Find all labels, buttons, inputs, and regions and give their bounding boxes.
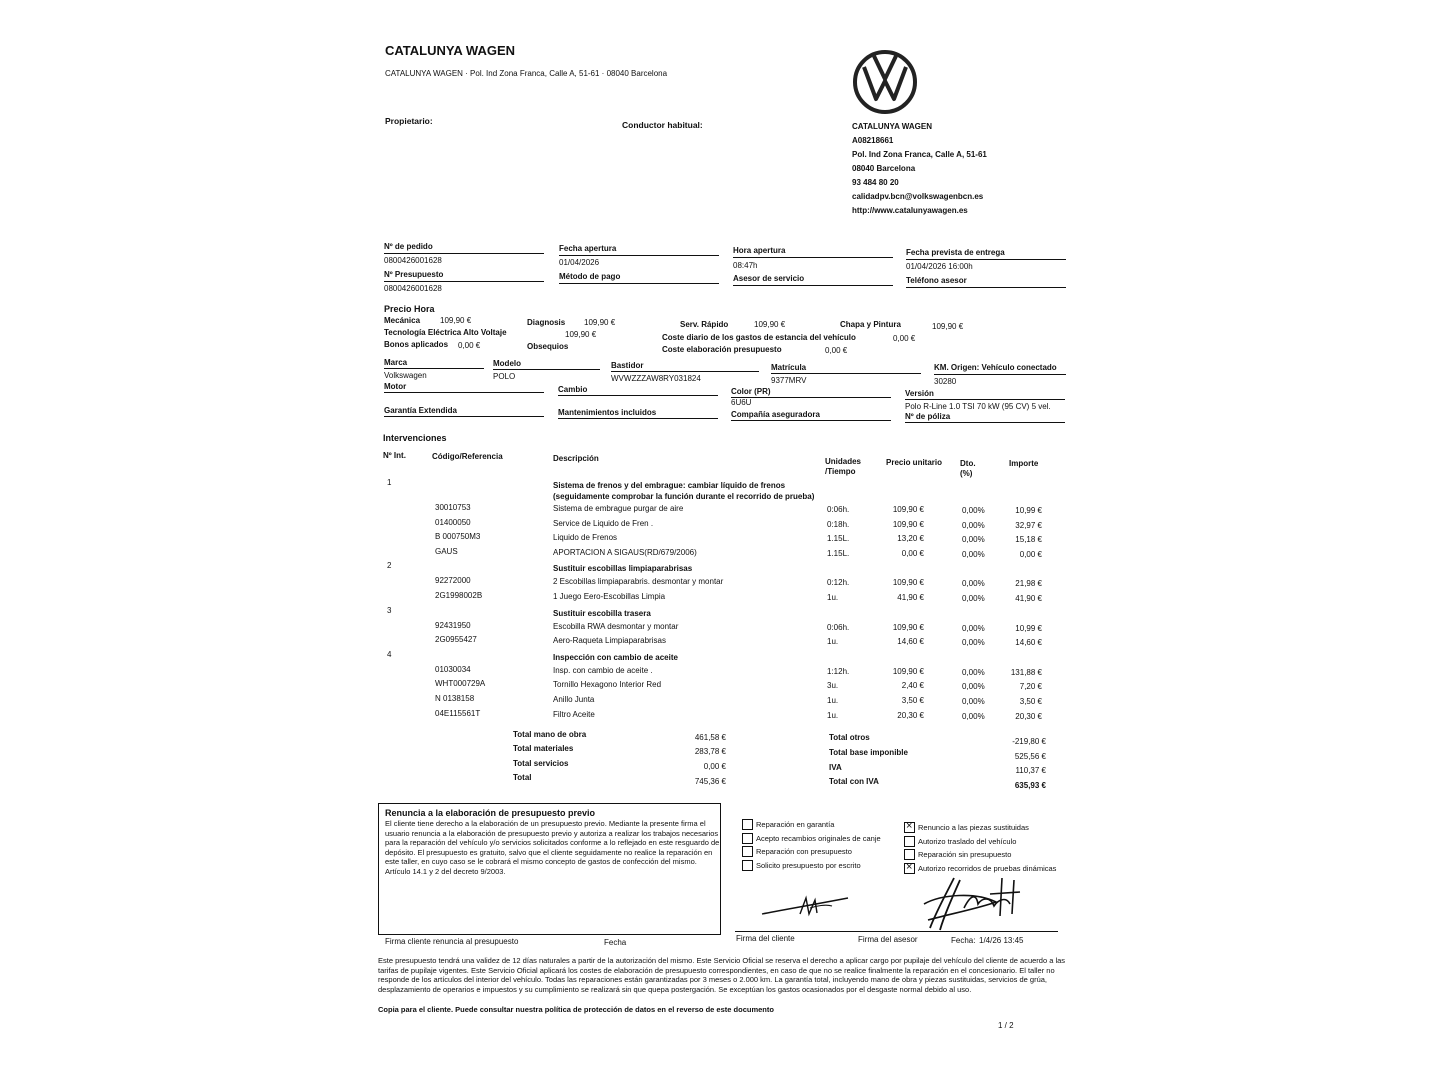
tec-label: Tecnología Eléctrica Alto Voltaje: [384, 328, 507, 337]
item-discount: 0,00%: [962, 535, 985, 545]
item-unit-price: 109,90 €: [892, 578, 924, 588]
footer-line: tarifas de pupilaje vigentes. Este Servicio Oficial aplicará los costes de elaboración de presupuesto correspondientes, en caso de que no se realice finalmente la reparación en el concesionario. El taller no: [378, 965, 1055, 975]
item-description: Aero-Raqueta Limpiaparabrisas: [553, 636, 666, 646]
footer-line: Este presupuesto tendrá una validez de 12 días naturales a partir de la autorización del mismo. Este Servicio Oficial se reserva el derecho a aplicar cargo por pupilaje del vehículo del cliente de acuerdo a las: [378, 956, 1066, 965]
total: 745,36 €: [694, 777, 726, 786]
open-time-label: Hora apertura: [733, 246, 786, 255]
item-code: GAUS: [435, 546, 458, 556]
intervention-number: 3: [387, 605, 392, 615]
renuncia-date-label: Fecha: [604, 938, 627, 947]
item-discount: 0,00%: [962, 623, 985, 633]
km-label: KM. Origen: Vehículo conectado: [934, 363, 1057, 372]
item-discount: 0,00%: [962, 506, 985, 515]
dealer-name: CATALUNYA WAGEN: [852, 122, 932, 131]
item-code: WHT000729A: [435, 679, 486, 689]
garantia-label: Garantía Extendida: [384, 406, 457, 415]
renuncia-sign-label: Firma cliente renuncia al presupuesto: [385, 937, 519, 946]
item-units: 1u.: [827, 710, 839, 720]
advisor-sign-label: Firma del asesor: [858, 935, 918, 944]
client-signature: [760, 890, 852, 922]
item-amount: 21,98 €: [1015, 579, 1042, 589]
company-title: CATALUNYA WAGEN: [385, 43, 515, 58]
coste-elab-label: Coste elaboración presupuesto: [662, 345, 782, 354]
total-base-label: Total base imponible: [829, 748, 908, 757]
driver-label: Conductor habitual:: [622, 120, 703, 130]
total-servicios-label: Total servicios: [513, 759, 569, 768]
col-price: Precio unitario: [886, 458, 943, 467]
km: 30280: [934, 377, 957, 386]
renuncia-line: este taller, en cuyo caso se le cobrará el mismo concepto de gastos de confección del mismo.: [385, 857, 697, 866]
item-unit-price: 41,90 €: [897, 593, 924, 602]
checkbox-label: Reparación sin presupuesto: [918, 850, 1012, 860]
checkbox[interactable]: [742, 846, 753, 857]
item-code: N 0138158: [435, 694, 475, 703]
item-units: 1.15L.: [827, 548, 850, 558]
modelo-label: Modelo: [493, 359, 521, 368]
client-sign-label: Firma del cliente: [736, 934, 795, 943]
item-discount: 0,00%: [962, 594, 985, 603]
item-description: Liquido de Frenos: [553, 533, 618, 543]
sign-date-label: Fecha:: [951, 936, 976, 945]
marca: Volkswagen: [384, 371, 427, 380]
renuncia-line: para la reparación del vehículo y/o servicios solicitados conforme a lo reflejado en este resguardo de: [385, 838, 720, 847]
item-discount: 0,00%: [962, 549, 985, 559]
renuncia-line: El cliente tiene derecho a la elaboración de un presupuesto previo. Mediante la presente firma el: [385, 819, 706, 828]
dealer-web: http://www.catalunyawagen.es: [852, 206, 968, 215]
iva: 110,37 €: [1015, 766, 1046, 775]
item-code: 2G0955427: [435, 635, 477, 645]
rates-title: Precio Hora: [384, 304, 435, 314]
item-description: APORTACION A SIGAUS(RD/679/2006): [553, 547, 697, 557]
item-units: 1u.: [827, 696, 839, 705]
item-unit-price: 109,90 €: [892, 519, 924, 529]
checkbox[interactable]: [904, 836, 915, 847]
col-code: Código/Referencia: [432, 452, 503, 461]
item-discount: 0,00%: [962, 667, 985, 677]
item-amount: 0,00 €: [1019, 549, 1042, 559]
item-units: 3u.: [827, 681, 839, 691]
item-discount: 0,00%: [962, 579, 985, 589]
total-base: 525,56 €: [1014, 752, 1046, 761]
item-units: 0:06h.: [827, 622, 850, 632]
item-amount: 10,99 €: [1015, 506, 1042, 515]
serv-rapido-label: Serv. Rápido: [680, 320, 729, 329]
vw-logo: [852, 49, 918, 115]
dealer-email: calidadpv.bcn@volkswagenbcn.es: [852, 192, 984, 201]
diagnosis-label: Diagnosis: [527, 318, 566, 327]
item-unit-price: 20,30 €: [897, 710, 924, 720]
item-discount: 0,00%: [962, 520, 985, 530]
total-materiales-label: Total materiales: [513, 744, 574, 753]
item-discount: 0,00%: [962, 711, 985, 721]
advisor-signature: [920, 874, 1025, 932]
item-units: 0:18h.: [827, 519, 850, 529]
coste-elab: 0,00 €: [825, 346, 848, 355]
checkbox[interactable]: [742, 833, 753, 844]
checkbox-label: Autorizo recorridos de pruebas dinámicas: [918, 864, 1057, 874]
sign-date: 1/4/26 13:45: [979, 936, 1024, 945]
chapa-label: Chapa y Pintura: [840, 320, 901, 329]
item-units: 1u.: [827, 593, 839, 602]
item-code: 92272000: [435, 576, 471, 586]
bonos: 0,00 €: [458, 341, 481, 350]
item-description: Filtro Aceite: [553, 709, 595, 719]
item-description: Anillo Junta: [553, 695, 595, 704]
checkbox[interactable]: [742, 860, 753, 871]
matricula-label: Matrícula: [771, 363, 807, 372]
item-description: 1 Juego Eero-Escobillas Limpia: [553, 592, 666, 601]
mantenimientos-label: Mantenimientos incluidos: [558, 408, 657, 417]
item-description: Escobilla RWA desmontar y montar: [553, 621, 679, 631]
intervention-title: Sustituir escobillas limpiaparabrisas: [553, 564, 693, 574]
renuncia-title: Renuncia a la elaboración de presupuesto previo: [385, 808, 596, 818]
item-code: 2G1998002B: [435, 591, 483, 600]
checkbox-label: Reparación en garantía: [756, 820, 835, 829]
intervention-title-2: (seguidamente comprobar la función durante el recorrido de prueba): [553, 492, 815, 501]
checkbox[interactable]: [904, 863, 915, 874]
item-code: 92431950: [435, 620, 471, 630]
item-unit-price: 3,50 €: [901, 696, 924, 705]
version-label: Versión: [905, 389, 934, 398]
item-amount: 32,97 €: [1015, 520, 1042, 530]
col-units: Unidades: [825, 457, 862, 466]
copy-note: Copia para el cliente. Puede consultar nuestra política de protección de datos en el reverso de este documento: [378, 1005, 774, 1014]
color: 6U6U: [731, 398, 752, 407]
intervention-number: 2: [387, 561, 392, 571]
obsequios-label: Obsequios: [527, 342, 569, 351]
total-con-iva: 635,93 €: [1014, 781, 1046, 790]
total-servicios: 0,00 €: [703, 762, 726, 771]
total-otros: -219,80 €: [1012, 737, 1046, 746]
item-unit-price: 0,00 €: [901, 548, 924, 558]
order-no: 0800426001628: [384, 256, 442, 265]
marca-label: Marca: [384, 358, 408, 367]
diagnosis-rate: 109,90 €: [584, 318, 616, 327]
open-date: 01/04/2026: [559, 258, 600, 267]
item-amount: 15,18 €: [1015, 535, 1042, 545]
company-address: CATALUNYA WAGEN · Pol. Ind Zona Franca, Calle A, 51-61 · 08040 Barcelona: [385, 69, 668, 78]
checkbox-label: Acepto recambios originales de canje: [756, 833, 881, 843]
dealer-city: 08040 Barcelona: [852, 164, 916, 173]
intervention-number: 1: [387, 478, 392, 487]
total-mano-obra: 461,58 €: [694, 733, 726, 742]
checkbox-label: Autorizo traslado del vehículo: [918, 836, 1017, 846]
checkbox-label: Reparación con presupuesto: [756, 847, 852, 857]
col-units-2: /Tiempo: [825, 467, 856, 476]
interventions-title: Intervenciones: [383, 433, 447, 443]
item-amount: 41,90 €: [1015, 594, 1042, 603]
advisor-label: Asesor de servicio: [733, 274, 805, 283]
col-num: Nº Int.: [383, 451, 406, 460]
coste-diario-label: Coste diario de los gastos de estancia del vehículo: [662, 333, 856, 342]
item-description: Sistema de embrague purgar de aire: [553, 504, 684, 513]
payment-label: Método de pago: [559, 272, 621, 281]
item-unit-price: 109,90 €: [892, 622, 924, 632]
serv-rapido-rate: 109,90 €: [754, 320, 786, 329]
item-code: 04E115561T: [435, 708, 481, 718]
checkbox-label: Renuncio a las piezas sustituidas: [918, 823, 1029, 832]
col-desc: Descripción: [553, 454, 599, 463]
renuncia-line: depósito. El presupuesto es gratuito, salvo que el cliente seguidamente no realice la reparación en: [385, 847, 713, 857]
footer-line: responde de los artículos del interior del vehículo. Todas las reparaciones están garantizadas por 3 meses o 2.000 km. La garantía total, incluyendo mano de obra y piezas sustituidas, servicios de grúa,: [378, 975, 1047, 984]
total-materiales: 283,78 €: [694, 747, 726, 756]
checkbox-label: Solicito presupuesto por escrito: [756, 861, 861, 871]
delivery: 01/04/2026 16:00h: [906, 262, 973, 271]
item-code: 01030034: [435, 664, 471, 674]
mecanica-label: Mecánica: [384, 316, 421, 325]
col-dto: Dto.: [960, 459, 976, 468]
item-discount: 0,00%: [962, 638, 985, 648]
dealer-cif: A08218661: [852, 136, 894, 145]
mecanica-rate: 109,90 €: [440, 316, 472, 325]
renuncia-line: Artículo 14.1 y 2 del decreto 9/2003.: [385, 866, 506, 876]
open-time: 08:47h: [733, 261, 758, 270]
item-units: 1.15L.: [827, 534, 850, 544]
quote-no-label: Nº Presupuesto: [384, 270, 444, 279]
intervention-title: Sistema de frenos y del embrague: cambiar líquido de frenos: [553, 481, 786, 490]
intervention-title: Inspección con cambio de aceite: [553, 652, 678, 662]
dealer-street: Pol. Ind Zona Franca, Calle A, 51-61: [852, 150, 987, 159]
col-dto-2: (%): [960, 469, 973, 478]
chapa-rate: 109,90 €: [932, 322, 964, 331]
advisor-phone-label: Teléfono asesor: [906, 276, 967, 285]
compania-label: Compañía aseguradora: [731, 410, 820, 419]
item-amount: 3,50 €: [1019, 697, 1042, 706]
tec-rate: 109,90 €: [565, 330, 597, 339]
footer-terms: [378, 956, 1065, 994]
item-amount: 10,99 €: [1015, 623, 1042, 633]
order-no-label: Nº de pedido: [384, 242, 433, 251]
bastidor-label: Bastidor: [611, 361, 644, 370]
poliza-label: Nº de póliza: [905, 412, 951, 421]
item-amount: 131,88 €: [1010, 667, 1042, 677]
cambio-label: Cambio: [558, 385, 588, 394]
item-code: 01400050: [435, 517, 471, 527]
item-amount: 20,30 €: [1015, 711, 1042, 721]
item-unit-price: 109,90 €: [892, 666, 924, 676]
item-code: B 000750M3: [435, 532, 481, 542]
item-units: 1:12h.: [827, 666, 850, 676]
intervention-number: 4: [387, 649, 392, 659]
footer-line: desplazamiento de operarios e impuestos y su cumplimiento se realizará sin que quepa postergación. Se exceptúan los gastos ocasionados por el desgaste normal debido al uso.: [378, 984, 972, 994]
total-mano-obra-label: Total mano de obra: [513, 730, 587, 739]
col-amount: Importe: [1009, 459, 1039, 468]
total-otros-label: Total otros: [829, 733, 870, 742]
item-unit-price: 2,40 €: [901, 681, 924, 691]
item-description: Service de Liquido de Fren .: [553, 518, 654, 528]
total-label: Total: [513, 773, 532, 782]
item-discount: 0,00%: [962, 697, 985, 706]
item-units: 0:06h.: [827, 505, 850, 514]
coste-diario: 0,00 €: [893, 334, 916, 343]
version: Polo R-Line 1.0 TSI 70 kW (95 CV) 5 vel.: [905, 402, 1051, 411]
matricula: 9377MRV: [771, 376, 807, 385]
bastidor: WVWZZZAW8RY031824: [611, 374, 701, 383]
item-units: 0:12h.: [827, 578, 850, 588]
owner-label: Propietario:: [385, 116, 433, 126]
motor-label: Motor: [384, 382, 407, 391]
color-label: Color (PR): [731, 387, 771, 396]
item-units: 1u.: [827, 637, 839, 647]
checkbox[interactable]: [904, 822, 915, 833]
item-description: Insp. con cambio de aceite .: [553, 665, 653, 675]
renuncia-line: usuario renuncia a la elaboración de presupuesto previo y autoriza a realizar los trabajos necesarios: [385, 828, 719, 838]
item-code: 30010753: [435, 503, 471, 512]
checkbox[interactable]: [904, 849, 915, 860]
item-amount: 7,20 €: [1019, 682, 1042, 692]
item-unit-price: 13,20 €: [897, 534, 924, 544]
item-unit-price: 14,60 €: [897, 637, 924, 647]
item-unit-price: 109,90 €: [892, 505, 924, 514]
open-date-label: Fecha apertura: [559, 244, 617, 253]
page-number: 1 / 2: [998, 1021, 1014, 1030]
modelo: POLO: [493, 372, 516, 381]
item-discount: 0,00%: [962, 682, 985, 692]
item-amount: 14,60 €: [1015, 638, 1042, 648]
checkbox[interactable]: [742, 819, 753, 830]
renuncia-text: [385, 819, 719, 876]
item-description: 2 Escobillas limpiaparabris. desmontar y montar: [553, 577, 724, 587]
intervention-title: Sustituir escobilla trasera: [553, 608, 651, 618]
delivery-label: Fecha prevista de entrega: [906, 248, 1005, 257]
iva-label: IVA: [829, 763, 842, 772]
item-description: Tornillo Hexagono Interior Red: [553, 680, 662, 690]
dealer-phone: 93 484 80 20: [852, 178, 899, 187]
total-con-iva-label: Total con IVA: [829, 777, 879, 786]
bonos-label: Bonos aplicados: [384, 340, 449, 349]
quote-no: 0800426001628: [384, 284, 442, 293]
